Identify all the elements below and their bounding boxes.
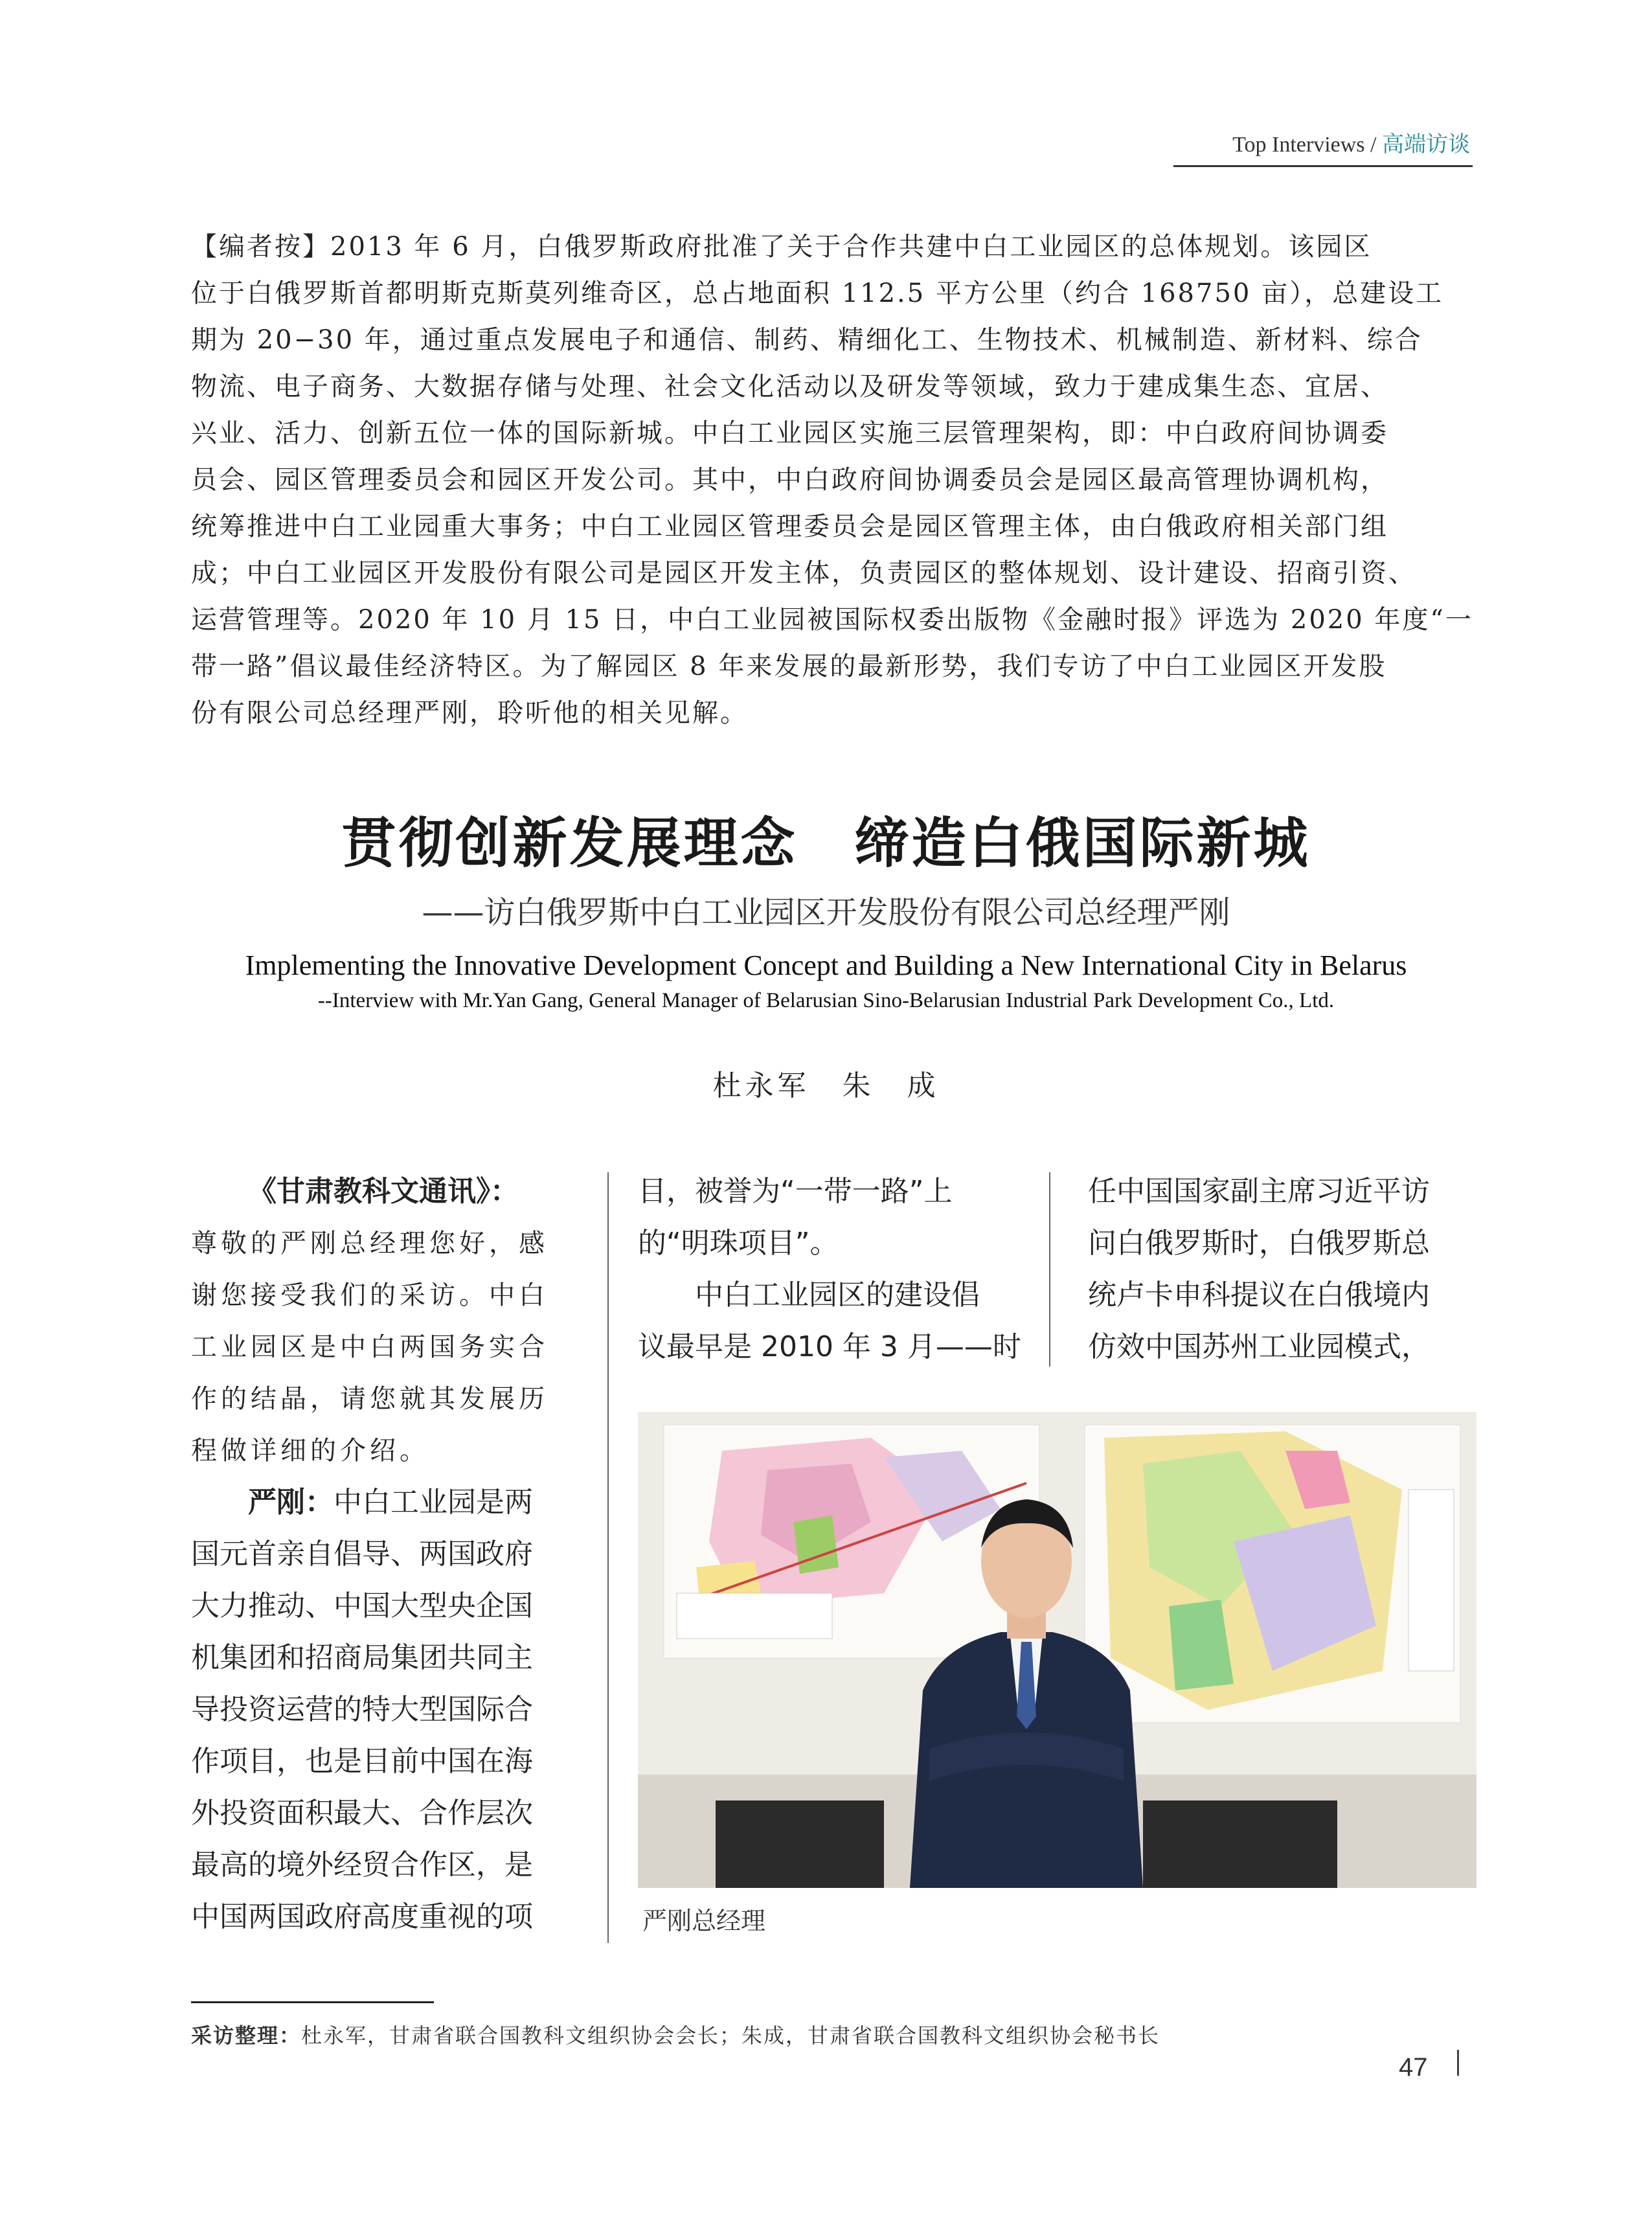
answer-label: 严刚： bbox=[248, 1486, 334, 1519]
editor-note-line: 兴业、活力、创新五位一体的国际新城。中白工业园区实施三层管理架构，即：中白政府间协调委 bbox=[191, 418, 1388, 448]
column-1 bbox=[191, 1166, 573, 1943]
header-en: Top Interviews / bbox=[1232, 133, 1382, 157]
answer-line: 外投资面积最大、合作层次 bbox=[191, 1797, 533, 1830]
text-line: 问白俄罗斯时，白俄罗斯总 bbox=[1088, 1227, 1430, 1260]
editor-note-line: 统筹推进中白工业园重大事务；中白工业园区管理委员会是园区管理主体，由白俄政府相关部门组 bbox=[191, 512, 1388, 541]
footnote bbox=[191, 2019, 1160, 2049]
editor-note-line: 【编者按】2013 年 6 月，白俄罗斯政府批准了关于合作共建中白工业园区的总体规划。该园区 bbox=[191, 232, 1372, 262]
question-line: 程做详细的介绍。 bbox=[191, 1436, 429, 1466]
footnote-label: 采访整理： bbox=[191, 2023, 302, 2048]
editor-note-line: 员会、园区管理委员会和园区开发公司。其中，中白政府间协调委员会是园区最高管理协调机构， bbox=[191, 465, 1388, 495]
editor-note bbox=[191, 223, 1477, 736]
english-subtitle: --Interview with Mr.Yan Gang, General Manager of Belarusian Sino-Belarusian Industrial Park Development Co., Ltd. bbox=[317, 989, 1335, 1012]
column-2 bbox=[638, 1166, 1026, 1373]
answer-first-text: 中白工业园是两 bbox=[334, 1486, 533, 1519]
article-title: 贯彻创新发展理念 缔造白俄国际新城 bbox=[341, 812, 1311, 875]
column-3 bbox=[1088, 1166, 1477, 1373]
photo-caption: 严刚总经理 bbox=[642, 1907, 766, 1935]
running-header bbox=[1179, 126, 1470, 158]
article-subtitle: ——访白俄罗斯中白工业园区开发股份有限公司总经理严刚 bbox=[422, 894, 1230, 931]
text-line: 的“明珠项目”。 bbox=[638, 1227, 839, 1260]
question-line: 尊敬的严刚总经理您好，感 bbox=[191, 1229, 549, 1258]
portrait-illustration bbox=[638, 1412, 1477, 1888]
page-number-bar bbox=[1457, 2050, 1459, 2076]
question-line: 作的结晶，请您就其发展历 bbox=[191, 1384, 549, 1414]
text-line: 任中国国家副主席习近平访 bbox=[1088, 1175, 1430, 1208]
footnote-rule bbox=[191, 2001, 434, 2003]
question-line: 谢您接受我们的采访。中白 bbox=[191, 1280, 549, 1310]
header-rule bbox=[1173, 165, 1473, 167]
editor-note-line: 运营管理等。2020 年 10 月 15 日，中白工业园被国际权委出版物《金融时报》评选为 2020 年度“一 bbox=[191, 605, 1473, 635]
authors: 杜永军 朱 成 bbox=[712, 1069, 940, 1102]
footnote-text: 杜永军，甘肃省联合国教科文组织协会会长；朱成，甘肃省联合国教科文组织协会秘书长 bbox=[301, 2023, 1160, 2048]
column-divider bbox=[1049, 1172, 1050, 1367]
text-line: 统卢卡申科提议在白俄境内 bbox=[1088, 1278, 1430, 1312]
text-line: 中白工业园区的建设倡 bbox=[638, 1278, 980, 1312]
answer-line: 机集团和招商局集团共同主 bbox=[191, 1641, 533, 1674]
answer-line: 导投资运营的特大型国际合 bbox=[191, 1693, 533, 1726]
answer-line: 国元首亲自倡导、两国政府 bbox=[191, 1538, 533, 1571]
text-line: 议最早是 2010 年 3 月——时 bbox=[638, 1330, 1021, 1363]
answer-line: 作项目，也是目前中国在海 bbox=[191, 1745, 533, 1778]
editor-note-line: 位于白俄罗斯首都明斯克斯莫列维奇区，总占地面积 112.5 平方公里（约合 168750 亩），总建设工 bbox=[191, 278, 1444, 308]
column-divider bbox=[607, 1172, 609, 1943]
portrait-photo bbox=[638, 1412, 1477, 1888]
editor-note-line: 带一路”倡议最佳经济特区。为了解园区 8 年来发展的最新形势，我们专访了中白工业园区开发股 bbox=[191, 652, 1387, 681]
question-label: 《甘肃教科文通讯》： bbox=[248, 1175, 519, 1208]
editor-note-line: 份有限公司总经理严刚，聆听他的相关见解。 bbox=[191, 698, 748, 728]
text-line: 目，被誉为“一带一路”上 bbox=[638, 1175, 953, 1208]
english-title: Implementing the Innovative Development Concept and Building a New International City in Belarus bbox=[245, 949, 1407, 981]
answer-first-line bbox=[191, 1477, 573, 1528]
header-cn: 高端访谈 bbox=[1382, 131, 1470, 157]
answer-line: 中国两国政府高度重视的项 bbox=[191, 1900, 533, 1933]
text-line: 仿效中国苏州工业园模式， bbox=[1088, 1330, 1430, 1363]
answer-line: 大力推动、中国大型央企国 bbox=[191, 1589, 533, 1622]
editor-note-line: 期为 20−30 年，通过重点发展电子和通信、制药、精细化工、生物技术、机械制造、新材料、综合 bbox=[191, 325, 1423, 355]
page-number: 47 bbox=[1399, 2053, 1428, 2082]
editor-note-line: 成；中白工业园区开发股份有限公司是园区开发主体，负责园区的整体规划、设计建设、招商引资、 bbox=[191, 558, 1416, 588]
editor-note-line: 物流、电子商务、大数据存储与处理、社会文化活动以及研发等领域，致力于建成集生态、宜居、 bbox=[191, 372, 1388, 402]
question-line: 工业园区是中白两国务实合 bbox=[191, 1332, 549, 1362]
answer-line: 最高的境外经贸合作区，是 bbox=[191, 1848, 533, 1881]
